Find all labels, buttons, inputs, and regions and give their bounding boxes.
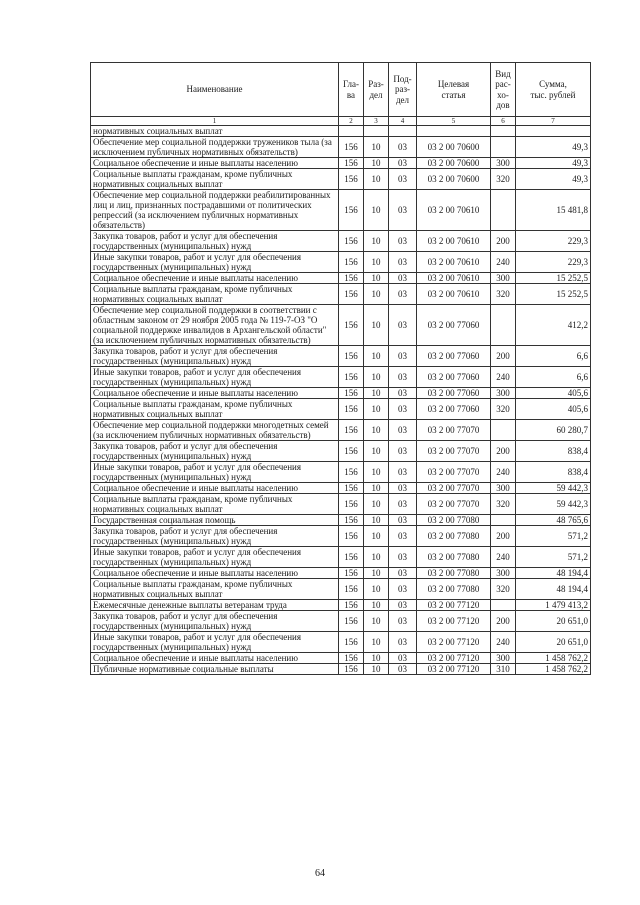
row-target: 03 2 00 70610 — [417, 252, 491, 273]
row-section: 10 — [364, 420, 389, 441]
row-name: Обеспечение мер социальной поддержки многодетных семей (за исключением публичных нормативных обязательств) — [91, 420, 339, 441]
row-chapter: 156 — [339, 137, 364, 158]
row-name: Социальные выплаты гражданам, кроме публичных нормативных социальных выплат — [91, 399, 339, 420]
row-expense-type: 300 — [491, 653, 516, 664]
row-subsection — [389, 126, 417, 137]
column-number: 5 — [417, 117, 491, 126]
row-expense-type: 310 — [491, 664, 516, 675]
row-target: 03 2 00 77070 — [417, 441, 491, 462]
header-name: Наименование — [91, 63, 339, 117]
row-subsection: 03 — [389, 462, 417, 483]
row-target: 03 2 00 70600 — [417, 137, 491, 158]
row-section: 10 — [364, 547, 389, 568]
row-chapter: 156 — [339, 190, 364, 231]
row-expense-type — [491, 515, 516, 526]
row-chapter: 156 — [339, 579, 364, 600]
table-row — [91, 137, 591, 158]
row-amount: 405,6 — [516, 388, 591, 399]
row-name: Социальное обеспечение и иные выплаты населению — [91, 158, 339, 169]
column-number: 1 — [91, 117, 339, 126]
row-target: 03 2 00 77070 — [417, 494, 491, 515]
row-amount: 48 194,4 — [516, 568, 591, 579]
row-section: 10 — [364, 653, 389, 664]
table-row — [91, 483, 591, 494]
row-chapter: 156 — [339, 547, 364, 568]
table-row — [91, 568, 591, 579]
row-target: 03 2 00 77080 — [417, 579, 491, 600]
row-expense-type — [491, 126, 516, 137]
row-amount: 59 442,3 — [516, 494, 591, 515]
row-target: 03 2 00 77080 — [417, 547, 491, 568]
row-target: 03 2 00 77120 — [417, 653, 491, 664]
row-name: Социальное обеспечение и иные выплаты населению — [91, 273, 339, 284]
row-chapter: 156 — [339, 367, 364, 388]
header-amount: Сумма, тыс. рублей — [516, 63, 591, 117]
row-section: 10 — [364, 600, 389, 611]
row-target: 03 2 00 77120 — [417, 632, 491, 653]
row-amount — [516, 126, 591, 137]
row-target: 03 2 00 77120 — [417, 664, 491, 675]
table-row — [91, 399, 591, 420]
row-chapter: 156 — [339, 420, 364, 441]
row-section: 10 — [364, 388, 389, 399]
header-section: Раз- дел — [364, 63, 389, 117]
row-target: 03 2 00 70600 — [417, 158, 491, 169]
row-subsection: 03 — [389, 600, 417, 611]
row-expense-type: 240 — [491, 632, 516, 653]
row-chapter: 156 — [339, 169, 364, 190]
table-row — [91, 252, 591, 273]
row-chapter: 156 — [339, 515, 364, 526]
row-expense-type — [491, 190, 516, 231]
row-name: Социальное обеспечение и иные выплаты населению — [91, 388, 339, 399]
row-amount: 571,2 — [516, 547, 591, 568]
row-subsection: 03 — [389, 494, 417, 515]
row-expense-type — [491, 600, 516, 611]
row-expense-type — [491, 305, 516, 346]
row-chapter: 156 — [339, 346, 364, 367]
row-name: Иные закупки товаров, работ и услуг для обеспечения государственных (муниципальных) нужд — [91, 632, 339, 653]
row-subsection: 03 — [389, 273, 417, 284]
row-expense-type: 320 — [491, 494, 516, 515]
table-row — [91, 158, 591, 169]
row-section: 10 — [364, 632, 389, 653]
row-chapter: 156 — [339, 252, 364, 273]
row-subsection: 03 — [389, 367, 417, 388]
header-row — [91, 63, 591, 117]
row-section: 10 — [364, 273, 389, 284]
row-expense-type: 240 — [491, 367, 516, 388]
row-name: Закупка товаров, работ и услуг для обеспечения государственных (муниципальных) нужд — [91, 611, 339, 632]
row-name: Публичные нормативные социальные выплаты — [91, 664, 339, 675]
row-target: 03 2 00 70610 — [417, 190, 491, 231]
page-number: 64 — [315, 868, 325, 879]
row-section: 10 — [364, 190, 389, 231]
table-row — [91, 367, 591, 388]
row-chapter: 156 — [339, 441, 364, 462]
row-expense-type: 320 — [491, 169, 516, 190]
table-row — [91, 126, 591, 137]
row-name: Социальное обеспечение и иные выплаты населению — [91, 568, 339, 579]
row-amount: 48 765,6 — [516, 515, 591, 526]
column-number: 3 — [364, 117, 389, 126]
row-name: Иные закупки товаров, работ и услуг для обеспечения государственных (муниципальных) нужд — [91, 367, 339, 388]
table-row — [91, 462, 591, 483]
column-number: 4 — [389, 117, 417, 126]
row-amount: 49,3 — [516, 137, 591, 158]
budget-table — [90, 62, 591, 675]
row-expense-type: 200 — [491, 231, 516, 252]
row-chapter: 156 — [339, 284, 364, 305]
row-amount: 229,3 — [516, 252, 591, 273]
row-section: 10 — [364, 231, 389, 252]
row-expense-type: 300 — [491, 158, 516, 169]
row-subsection: 03 — [389, 568, 417, 579]
table-row — [91, 515, 591, 526]
row-amount: 20 651,0 — [516, 611, 591, 632]
row-name: Обеспечение мер социальной поддержки реабилитированных лиц и лиц, признанных пострадавшими от политических репрессий (за исключением публичных нормативных обязательств) — [91, 190, 339, 231]
row-section: 10 — [364, 305, 389, 346]
row-chapter: 156 — [339, 600, 364, 611]
row-section — [364, 126, 389, 137]
row-name: Обеспечение мер социальной поддержки в соответствии с областным законом от 29 ноября 2005 года № 119-7-ОЗ "О социальной поддержке инвалидов в Архангельской области" (за исключением публичных нормативных обязательств) — [91, 305, 339, 346]
column-number: 7 — [516, 117, 591, 126]
row-section: 10 — [364, 568, 389, 579]
table-row — [91, 632, 591, 653]
row-amount: 405,6 — [516, 399, 591, 420]
row-subsection: 03 — [389, 346, 417, 367]
table-row — [91, 273, 591, 284]
row-expense-type — [491, 137, 516, 158]
row-chapter: 156 — [339, 632, 364, 653]
table-row — [91, 231, 591, 252]
row-chapter: 156 — [339, 388, 364, 399]
row-section: 10 — [364, 399, 389, 420]
row-chapter: 156 — [339, 568, 364, 579]
row-amount: 1 479 413,2 — [516, 600, 591, 611]
row-target: 03 2 00 77080 — [417, 568, 491, 579]
row-chapter: 156 — [339, 305, 364, 346]
row-amount: 1 458 762,2 — [516, 664, 591, 675]
row-subsection: 03 — [389, 664, 417, 675]
row-subsection: 03 — [389, 420, 417, 441]
row-subsection: 03 — [389, 515, 417, 526]
table-row — [91, 653, 591, 664]
row-amount: 49,3 — [516, 169, 591, 190]
table-row — [91, 420, 591, 441]
row-subsection: 03 — [389, 252, 417, 273]
row-section: 10 — [364, 367, 389, 388]
row-target: 03 2 00 70600 — [417, 169, 491, 190]
row-chapter: 156 — [339, 653, 364, 664]
row-section: 10 — [364, 169, 389, 190]
row-expense-type: 300 — [491, 483, 516, 494]
row-expense-type: 200 — [491, 526, 516, 547]
row-amount: 1 458 762,2 — [516, 653, 591, 664]
header-subsection: Под- раз- дел — [389, 63, 417, 117]
table-row — [91, 388, 591, 399]
table-row — [91, 547, 591, 568]
row-target: 03 2 00 77070 — [417, 462, 491, 483]
row-expense-type: 240 — [491, 462, 516, 483]
row-amount: 838,4 — [516, 462, 591, 483]
column-number: 2 — [339, 117, 364, 126]
row-expense-type: 300 — [491, 568, 516, 579]
row-target: 03 2 00 77080 — [417, 526, 491, 547]
row-name: Иные закупки товаров, работ и услуг для обеспечения государственных (муниципальных) нужд — [91, 252, 339, 273]
row-subsection: 03 — [389, 231, 417, 252]
row-target: 03 2 00 77060 — [417, 388, 491, 399]
row-expense-type: 200 — [491, 346, 516, 367]
row-name: Социальные выплаты гражданам, кроме публичных нормативных социальных выплат — [91, 169, 339, 190]
row-expense-type: 300 — [491, 388, 516, 399]
row-subsection: 03 — [389, 137, 417, 158]
row-target: 03 2 00 70610 — [417, 273, 491, 284]
row-amount: 838,4 — [516, 441, 591, 462]
row-section: 10 — [364, 611, 389, 632]
row-subsection: 03 — [389, 483, 417, 494]
row-section: 10 — [364, 494, 389, 515]
row-expense-type: 320 — [491, 399, 516, 420]
row-amount: 48 194,4 — [516, 579, 591, 600]
row-section: 10 — [364, 252, 389, 273]
row-name: нормативных социальных выплат — [91, 126, 339, 137]
row-section: 10 — [364, 579, 389, 600]
row-amount: 20 651,0 — [516, 632, 591, 653]
row-expense-type: 240 — [491, 252, 516, 273]
row-section: 10 — [364, 137, 389, 158]
row-chapter: 156 — [339, 483, 364, 494]
row-section: 10 — [364, 515, 389, 526]
row-amount: 15 252,5 — [516, 273, 591, 284]
row-expense-type — [491, 420, 516, 441]
row-subsection: 03 — [389, 305, 417, 346]
column-number-row — [91, 117, 591, 126]
row-subsection: 03 — [389, 284, 417, 305]
row-subsection: 03 — [389, 632, 417, 653]
row-chapter: 156 — [339, 273, 364, 284]
row-target: 03 2 00 77070 — [417, 483, 491, 494]
row-section: 10 — [364, 483, 389, 494]
row-chapter: 156 — [339, 158, 364, 169]
column-number: 6 — [491, 117, 516, 126]
row-target: 03 2 00 77060 — [417, 346, 491, 367]
row-amount: 571,2 — [516, 526, 591, 547]
row-name: Обеспечение мер социальной поддержки тружеников тыла (за исключением публичных нормативных обязательств) — [91, 137, 339, 158]
row-amount: 60 280,7 — [516, 420, 591, 441]
row-section: 10 — [364, 526, 389, 547]
table-row — [91, 441, 591, 462]
row-chapter — [339, 126, 364, 137]
row-target: 03 2 00 77080 — [417, 515, 491, 526]
row-expense-type: 320 — [491, 284, 516, 305]
table-row — [91, 190, 591, 231]
row-subsection: 03 — [389, 526, 417, 547]
row-expense-type: 240 — [491, 547, 516, 568]
row-name: Закупка товаров, работ и услуг для обеспечения государственных (муниципальных) нужд — [91, 526, 339, 547]
row-name: Социальные выплаты гражданам, кроме публичных нормативных социальных выплат — [91, 494, 339, 515]
table-row — [91, 169, 591, 190]
table-body — [91, 126, 591, 675]
header-chapter: Гла- ва — [339, 63, 364, 117]
row-chapter: 156 — [339, 399, 364, 420]
row-section: 10 — [364, 158, 389, 169]
row-subsection: 03 — [389, 158, 417, 169]
row-expense-type: 320 — [491, 579, 516, 600]
row-name: Государственная социальная помощь — [91, 515, 339, 526]
row-chapter: 156 — [339, 494, 364, 515]
row-subsection: 03 — [389, 169, 417, 190]
table-row — [91, 284, 591, 305]
row-name: Социальное обеспечение и иные выплаты населению — [91, 483, 339, 494]
row-subsection: 03 — [389, 399, 417, 420]
row-chapter: 156 — [339, 462, 364, 483]
row-subsection: 03 — [389, 388, 417, 399]
row-name: Закупка товаров, работ и услуг для обеспечения государственных (муниципальных) нужд — [91, 346, 339, 367]
row-amount: 59 442,3 — [516, 483, 591, 494]
table-row — [91, 526, 591, 547]
row-name: Закупка товаров, работ и услуг для обеспечения государственных (муниципальных) нужд — [91, 231, 339, 252]
row-amount: 6,6 — [516, 367, 591, 388]
row-name: Социальные выплаты гражданам, кроме публичных нормативных социальных выплат — [91, 579, 339, 600]
row-subsection: 03 — [389, 441, 417, 462]
row-amount: 412,2 — [516, 305, 591, 346]
row-target — [417, 126, 491, 137]
table-row — [91, 346, 591, 367]
row-amount: 6,6 — [516, 346, 591, 367]
row-expense-type: 200 — [491, 441, 516, 462]
row-subsection: 03 — [389, 547, 417, 568]
table-row — [91, 494, 591, 515]
row-target: 03 2 00 77070 — [417, 420, 491, 441]
row-amount: 15 481,8 — [516, 190, 591, 231]
row-name: Ежемесячные денежные выплаты ветеранам труда — [91, 600, 339, 611]
row-amount: 49,3 — [516, 158, 591, 169]
row-subsection: 03 — [389, 611, 417, 632]
row-amount: 229,3 — [516, 231, 591, 252]
table-row — [91, 611, 591, 632]
row-section: 10 — [364, 664, 389, 675]
row-expense-type: 200 — [491, 611, 516, 632]
row-subsection: 03 — [389, 579, 417, 600]
row-section: 10 — [364, 346, 389, 367]
header-target: Целевая статья — [417, 63, 491, 117]
row-name: Закупка товаров, работ и услуг для обеспечения государственных (муниципальных) нужд — [91, 441, 339, 462]
row-target: 03 2 00 70610 — [417, 284, 491, 305]
table-row — [91, 600, 591, 611]
row-chapter: 156 — [339, 526, 364, 547]
header-expense-type: Вид рас- хо- дов — [491, 63, 516, 117]
table-row — [91, 664, 591, 675]
row-target: 03 2 00 77120 — [417, 600, 491, 611]
row-expense-type: 300 — [491, 273, 516, 284]
row-chapter: 156 — [339, 611, 364, 632]
row-name: Иные закупки товаров, работ и услуг для обеспечения государственных (муниципальных) нужд — [91, 462, 339, 483]
row-name: Иные закупки товаров, работ и услуг для обеспечения государственных (муниципальных) нужд — [91, 547, 339, 568]
row-target: 03 2 00 77060 — [417, 367, 491, 388]
row-amount: 15 252,5 — [516, 284, 591, 305]
row-name: Социальное обеспечение и иные выплаты населению — [91, 653, 339, 664]
row-subsection: 03 — [389, 190, 417, 231]
table-row — [91, 305, 591, 346]
row-chapter: 156 — [339, 664, 364, 675]
row-target: 03 2 00 77060 — [417, 399, 491, 420]
row-name: Социальные выплаты гражданам, кроме публичных нормативных социальных выплат — [91, 284, 339, 305]
row-subsection: 03 — [389, 653, 417, 664]
row-chapter: 156 — [339, 231, 364, 252]
row-target: 03 2 00 77120 — [417, 611, 491, 632]
row-section: 10 — [364, 284, 389, 305]
row-section: 10 — [364, 441, 389, 462]
row-section: 10 — [364, 462, 389, 483]
row-target: 03 2 00 70610 — [417, 231, 491, 252]
row-target: 03 2 00 77060 — [417, 305, 491, 346]
table-row — [91, 579, 591, 600]
